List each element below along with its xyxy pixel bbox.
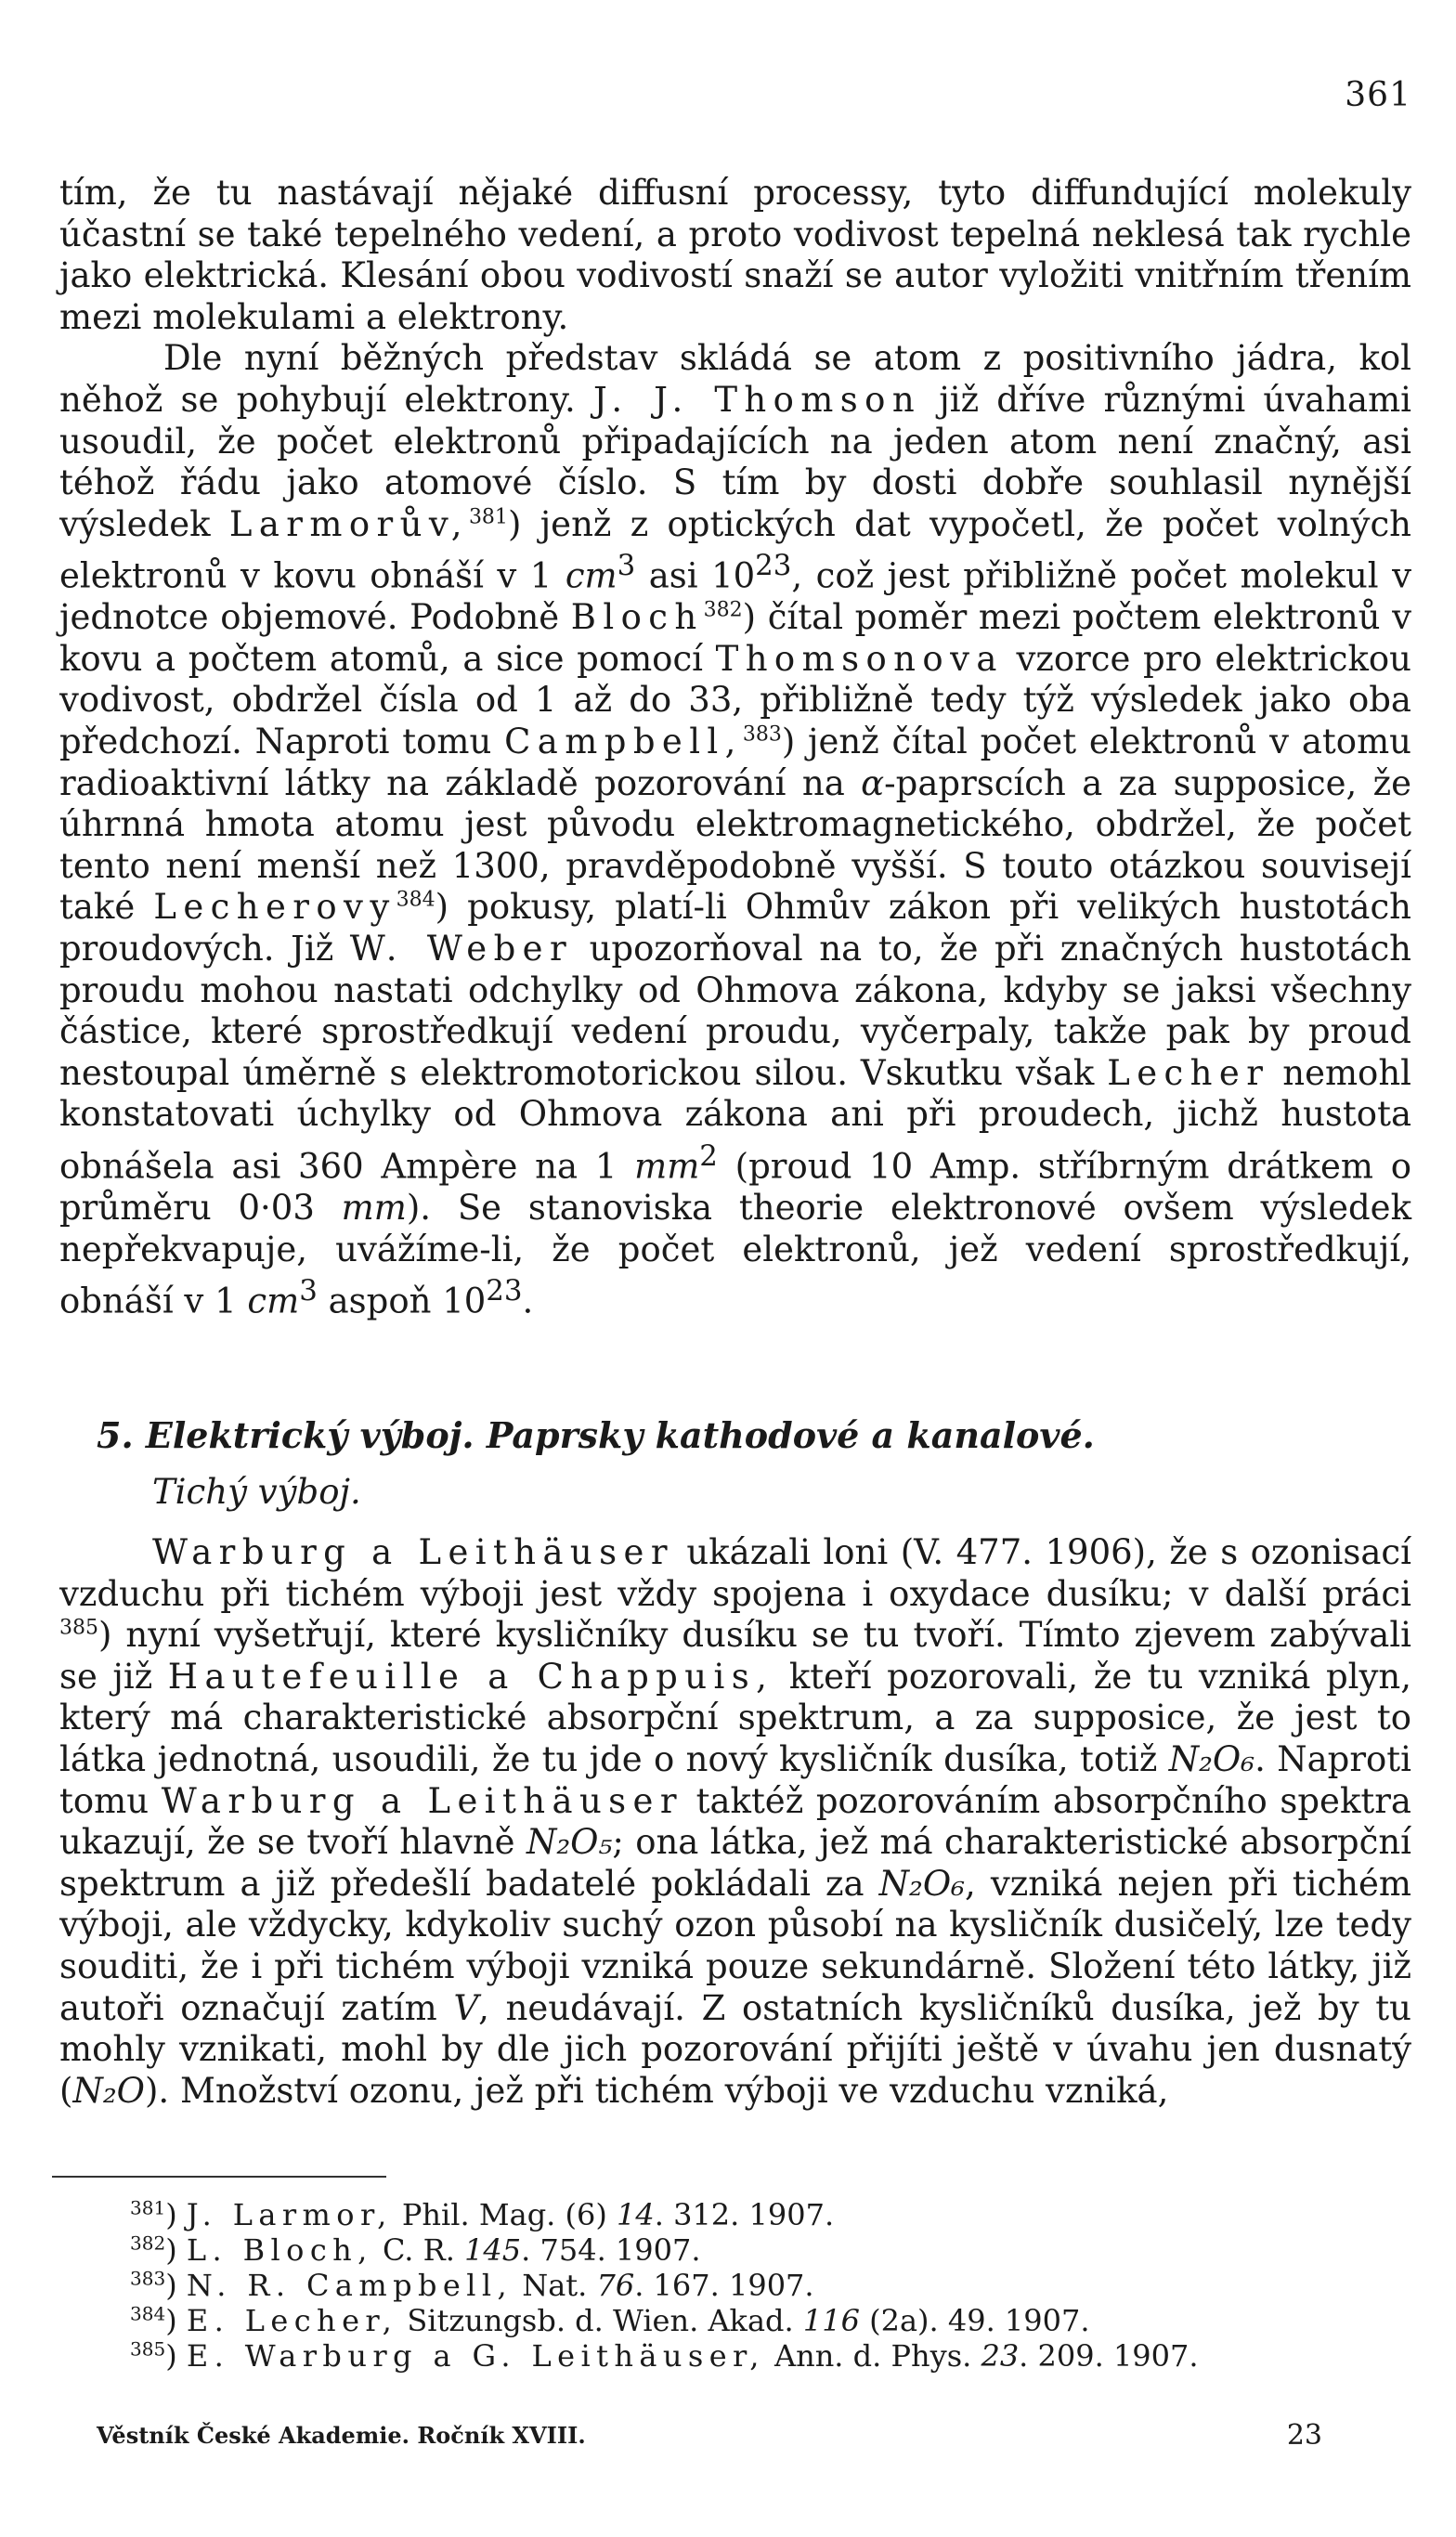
signature-mark: 23 <box>1286 2419 1322 2452</box>
name-campbell: Campbell, <box>504 722 743 762</box>
name-lecher: Lecher <box>1107 1052 1270 1093</box>
footnote-ref: 384 <box>396 889 436 913</box>
formula: N₂O <box>72 2070 145 2111</box>
footnote-382: $^{382}$) L. Bloch, C. R. 145. 754. 1907. <box>130 2231 701 2268</box>
formula: N₂O₅ <box>526 1822 613 1863</box>
paragraph-2: Dle nyní běžných představ skládá se atom z positivního jádra, kol něhož se pohybují elektrony. J. J. Thomson již dříve různými úvahami usoudil, že počet elektronů připadajících na jeden atom není značný, asi téhož řádu jako atomové číslo. S tím by dosti dobře souhlasil nynější výsledek Larmorův,$^{381}$) jenž z optických dat vypočetl, že počet volných elektronů v kovu obnáší v 1 $cm^3$ asi $10^{23}$, což jest přibližně počet molekul v jednotce objemové. Podobně Bloch$^{382}$) čítal poměr mezi počtem elektronů v kovu a počtem atomů, a sice pomocí Thomsonova vzorce pro elektrickou vodivost, obdržel čísla od 1 až do 33, přibližně tedy týž výsledek jako oba předchozí. Naproti tomu Campbell,$^{383}$) jenž čítal počet elektronů v atomu radioaktivní látky na základě pozorování na α-paprscích a za supposice, že úhrnná hmota atomu jest původu elektromagnetického, obdržel, že počet tento není menší než 1300, pravděpodobně vyšší. S touto otázkou souvisejí také Lecherovy$^{384}$) pokusy, platí-li Ohmův zákon při velikých hustotách proudových. Již W. Weber upozorňoval na to, že při značných hustotách proudu mohou nastati odchylky od Ohmova zákona, kdyby se jaksi všechny částice, které sprostředkují vedení proudu, vyčerpaly, takže pak by proud nestoupal úměrně s elektromotorickou silou. Vskutku však Lecher nemohl konstatovati úchylky od Ohmova zákona ani při proudech, jichž hustota obnášela asi 360 Ampère na 1 $mm^2$ (proud 10 Amp. stříbrným drátkem o průměru 0·03 mm). Se stanoviska theorie elektronové ovšem výsledek nepřekvapuje, uvážíme-li, že počet elektronů, jež vedení sprostředkují, obnáší v 1 $cm^3$ aspoň $10^{23}$. <box>59 338 1412 1321</box>
subheading: Tichý výboj. <box>152 1472 361 1513</box>
footnote-separator <box>52 2176 386 2178</box>
name-larmor: Larmorův, <box>228 503 469 544</box>
name-thomson: J. J. Thomson <box>593 379 922 420</box>
footnote-ref: 385 <box>59 1616 98 1640</box>
paragraph-3: Warburg a Leithäuser ukázali loni (V. 477. 1906), že s ozonisací vzduchu při tichém výboji jest vždy spojena i oxydace dusíku; v další práci $^{385}$) nyní vyšetřují, které kysličníky dusíku se tu tvoří. Tímto zjevem zabývali se již Hautefeuille a Chappuis, kteří pozorovali, že tu vzniká plyn, který má charakteristické absorpční spektrum, a za supposice, že jest to látka jednotná, usoudili, že tu jde o nový kysličník dusíka, totiž N₂O₆. Naproti tomu Warburg a Leithäuser taktéž pozorováním absorpčního spektra ukazují, že se tvoří hlavně N₂O₅; ona látka, jež má charakteristické absorpční spektrum a již předešlí badatelé pokládali za N₂O₆, vzniká nejen při tichém výboji, ale vždycky, kdykoliv suchý ozon působí na kysličník dusičelý, lze tedy souditi, že i při tichém výboji vzniká pouze sekundárně. Složení této látky, již autoři označují zatím V, neudávají. Z ostatních kysličníků dusíka, jež by tu mohly vznikati, mohl by dle jich pozorování přijíti ještě v úvahu jen dusnatý (N₂O). Množství ozonu, jež při tichém výboji ve vzduchu vzniká, <box>59 1532 1411 2111</box>
footnote-ref: 383 <box>742 722 782 747</box>
name-thomsonova: Thomsonova <box>715 638 1004 679</box>
name-warburg-leithauser: Warburg a Leithäuser <box>161 1780 683 1821</box>
formula: N₂O₆ <box>1168 1738 1255 1779</box>
page-number: 361 <box>1345 76 1411 114</box>
name-bloch: Bloch <box>570 597 704 638</box>
name-weber: W. Weber <box>349 929 574 969</box>
name-warburg-leithauser: Warburg a Leithäuser <box>152 1532 674 1573</box>
paragraph-1: tím, že tu nastávají nějaké diffusní processy, tyto diffundující molekuly účastní se také tepelného vedení, a proto vodivost tepelná neklesá tak rychle jako elektrická. Klesání obou vodivostí snaží se autor vyložiti vnitřním třením mezi molekulami a elektrony. <box>59 173 1411 337</box>
footnote-ref: 381 <box>468 505 508 529</box>
main-text <box>59 173 1411 2112</box>
footnote-381: $^{381}$) J. Larmor, Phil. Mag. (6) 14. 312. 1907. <box>130 2196 835 2232</box>
formula: V <box>453 1987 479 2028</box>
journal-title: Věstník České Akademie. Ročník XVIII. <box>97 2422 586 2449</box>
footnotes <box>130 2197 1337 2374</box>
footnote-ref: 382 <box>703 598 743 622</box>
footnote-383: $^{383}$) N. R. Campbell, Nat. 76. 167. 1907. <box>130 2267 814 2303</box>
footnote-384: $^{384}$) E. Lecher, Sitzungsb. d. Wien. Akad. 116 (2a). 49. 1907. <box>130 2302 1090 2338</box>
formula: N₂O₆ <box>878 1863 965 1904</box>
name-lecherovy: Lecherovy <box>153 887 396 928</box>
name-hautefeuille-chappuis: Hautefeuille a Chappuis, <box>167 1656 774 1697</box>
footnote-385: $^{385}$) E. Warburg a G. Leithäuser, Ann. d. Phys. 23. 209. 1907. <box>130 2337 1199 2374</box>
section-heading: 5. Elektrický výboj. Paprsky kathodové a kanalové. <box>97 1414 1095 1457</box>
